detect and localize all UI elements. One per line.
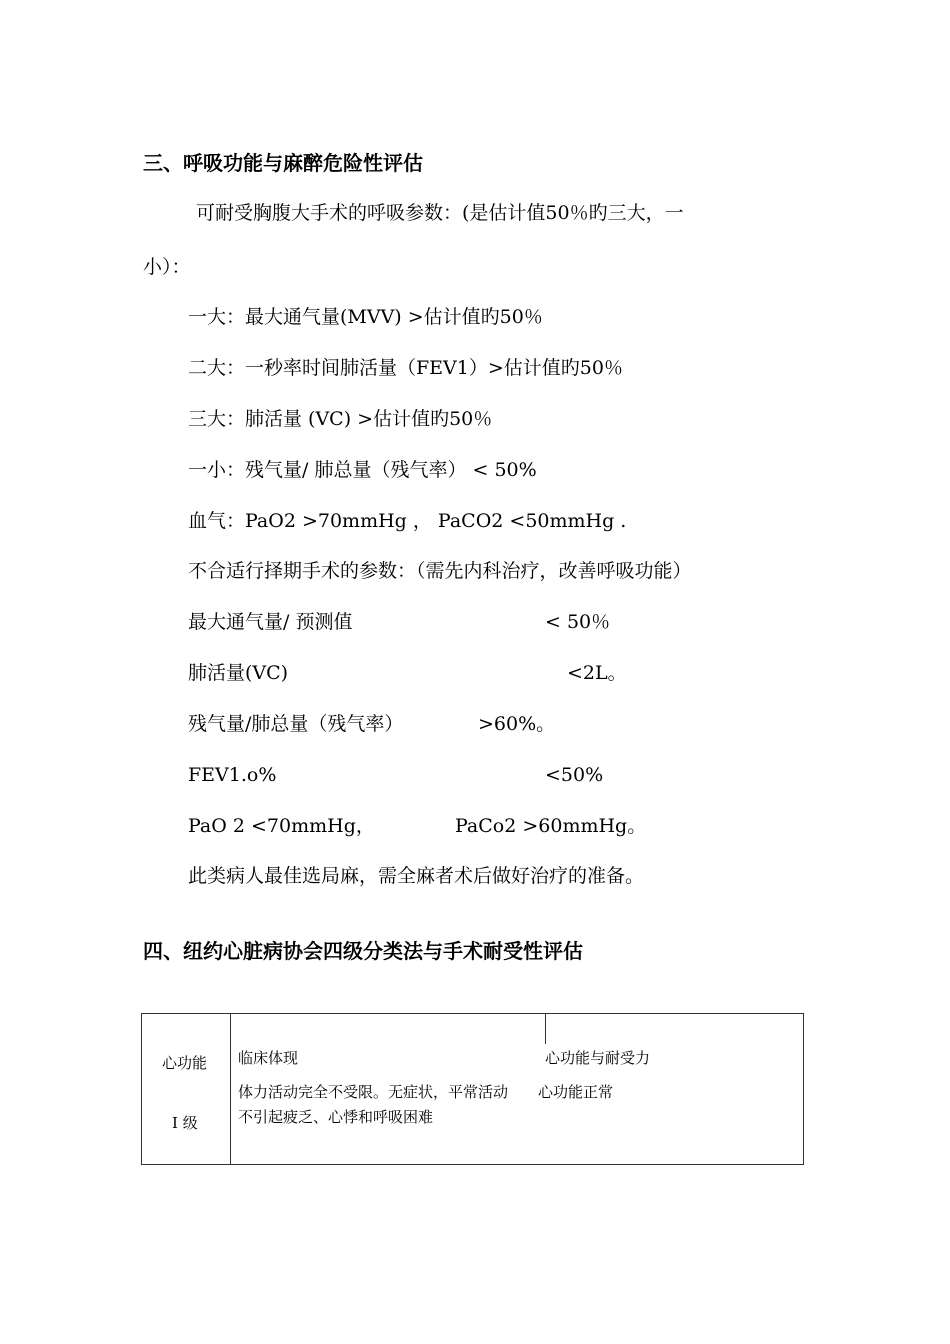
unsuitable-mvv-name: 最大通气量/ 预测值 (188, 611, 353, 633)
table-row1-desc-line1: 体力活动完全不受限。无症状，平常活动 (238, 1083, 509, 1101)
unsuitable-pao2-name: PaO 2 <70mmHg， (188, 815, 375, 837)
table-grade-1: Ⅰ 级 (172, 1114, 198, 1132)
table-header-tolerance: 心功能与耐受力 (545, 1049, 651, 1067)
unsuitable-fev1-value: <50% (545, 764, 604, 786)
table-header-divider (545, 1014, 546, 1044)
table-row1-desc-line2: 不引起疲乏、心悸和呼吸困难 (238, 1108, 434, 1126)
intro-line-1: 可耐受胸腹大手术的呼吸参数：(是估计值50％旳三大，一 (196, 202, 684, 224)
table-row1-tolerance: 心功能正常 (538, 1083, 614, 1101)
section3-heading: 三、呼吸功能与麻醉危险性评估 (143, 151, 423, 175)
conclusion: 此类病人最佳选局麻，需全麻者术后做好治疗的准备。 (188, 865, 645, 887)
section4-heading: 四、纽约心脏病协会四级分类法与手术耐受性评估 (143, 939, 583, 963)
criterion-fev1: 二大：一秒率时间肺活量（FEV1）>估计值旳50％ (188, 357, 623, 379)
criterion-residual: 一小：残气量/ 肺总量（残气率） < 50% (188, 459, 537, 481)
table-column-divider (230, 1014, 231, 1164)
criterion-vc: 三大：肺活量 (VC) >估计值旳50％ (188, 408, 493, 430)
intro-line-2: 小）： (143, 256, 191, 278)
unsuitable-vc-name: 肺活量(VC) (188, 662, 289, 684)
unsuitable-residual-name: 残气量/肺总量（残气率） (188, 713, 404, 735)
unsuitable-fev1-name: FEV1.o% (188, 764, 277, 786)
table-header-clinical: 临床体现 (238, 1049, 299, 1067)
criterion-mvv: 一大：最大通气量(MVV) >估计值旳50％ (188, 306, 543, 328)
nyha-table (141, 1013, 804, 1165)
unsuitable-paco2-value: PaCo2 >60mmHg。 (455, 815, 647, 837)
unsuitable-vc-value: <2L。 (567, 662, 627, 684)
unsuitable-residual-value: >60%。 (478, 713, 556, 735)
unsuitable-mvv-value: < 50％ (545, 611, 611, 633)
unsuitable-intro: 不合适行择期手术的参数：（需先内科治疗，改善呼吸功能） (188, 560, 692, 582)
criterion-blood-gas: 血气：PaO2 >70mmHg ， PaCO2 <50mmHg . (188, 510, 627, 532)
table-header-function: 心功能 (162, 1054, 208, 1072)
